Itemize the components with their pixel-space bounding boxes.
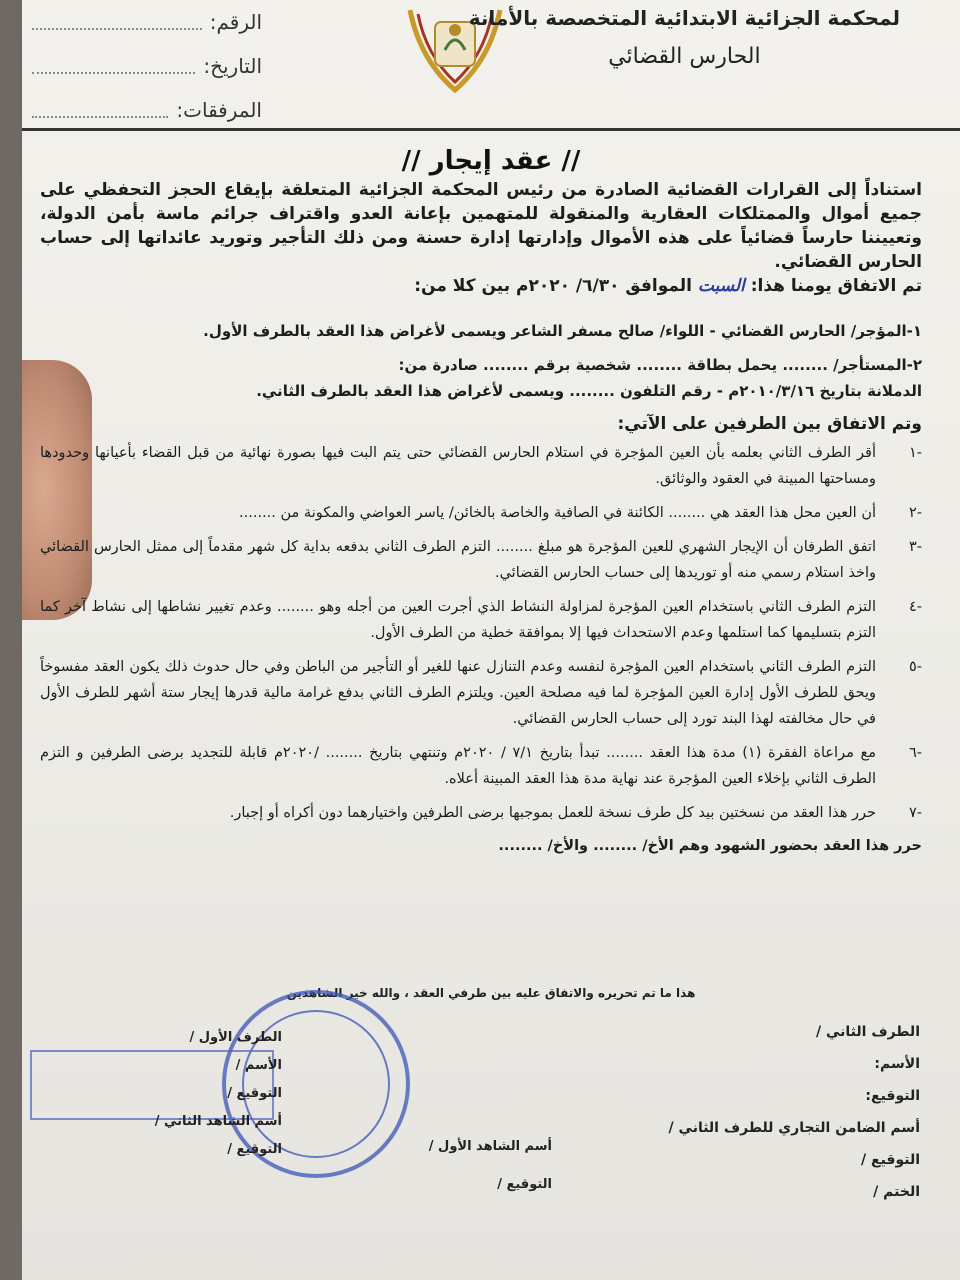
- document-page: [22, 0, 960, 1280]
- guarantor-label: أسم الضامن التجاري للطرف الثاني /: [668, 1120, 920, 1136]
- header-divider: [22, 128, 960, 131]
- clause-item: -٥ التزم الطرف الثاني باستخدام العين المؤجرة لنفسه وعدم التنازل عنها للغير أو التأجير من الباطن وفي حال حدوث ذلك يكون العقد مفسوخاً ويحق للطرف الأول إدارة العين المؤجرة لما فيه مصلحة العين. ويلتزم الطرف الثاني بدفع غرامة مالية قدرها إيجار ستة أشهر للطرف الأول في حال مخالفته لهذا البند تورد إلى حساب الحارس القضائي.: [40, 659, 922, 727]
- party-one-signature-block: [142, 1024, 282, 1164]
- clauses-list: [40, 440, 922, 826]
- party-one-sign-label: التوقيع /: [227, 1086, 282, 1101]
- guarantor-sign-label: التوقيع /: [861, 1152, 920, 1168]
- witness-line: حرر هذا العقد بحضور الشهود وهم الأخ/ ........ والأخ/ ........: [498, 838, 922, 854]
- department-name: الحارس القضائي: [608, 44, 761, 69]
- clause-item: -٧ حرر هذا العقد من نسختين بيد كل طرف نسخة للعمل بموجبها برضى الطرفين واختيارهما دون أكراه أو إجبار.: [229, 805, 922, 821]
- attachments-label: المرفقات:: [176, 98, 262, 122]
- witness1-label: أسم الشاهد الأول /: [428, 1139, 552, 1154]
- party-one-name-label: الأسم /: [235, 1058, 282, 1073]
- party-two-signature-block: [669, 1016, 920, 1208]
- agreement-day: السبت: [697, 276, 745, 296]
- party-one-label: الطرف الأول /: [189, 1030, 282, 1045]
- witness2-label: أسم الشاهد الثاني /: [154, 1114, 282, 1129]
- clause-item: -٣ اتفق الطرفان أن الإيجار الشهري للعين المؤجرة هو مبلغ ........ التزم الطرف الثاني بدفعه بداية كل شهر مقدماً إلى ممثل الحارس القضائي واخذ استلام رسمي منه أو توريدها إلى حساب الحارس القضائي.: [40, 539, 922, 581]
- ref-label: الرقم:: [209, 10, 262, 34]
- party-two-line-2: الدملانة بتاريخ ٢٠١٠/٣/١٦م - رقم التلفون ........ ويسمى لأغراض هذا العقد بالطرف الثاني.: [256, 382, 922, 400]
- agreement-prefix: تم الاتفاق يومنا هذا:: [750, 276, 922, 296]
- party-two-label: الطرف الثاني /: [816, 1024, 920, 1040]
- witness2-sign-label: التوقيع /: [227, 1142, 282, 1157]
- clause-item: -٢ أن العين محل هذا العقد هي ........ الكائنة في الصافية والخاصة بالخائن/ ياسر العواضي والمكونة من ........: [239, 505, 922, 521]
- document-title: // عقد إيجار //: [401, 146, 581, 176]
- date-label: التاريخ:: [203, 54, 262, 78]
- agreement-date: الموافق ٦/٣٠/ ٢٠٢٠م بين كلا من:: [414, 276, 692, 296]
- clause-item: -٤ التزم الطرف الثاني باستخدام العين المؤجرة لمزاولة النشاط الذي أجرت العين من أجله وهو ........ وعدم تغيير نشاطها إلى نشاط آخر كما التزم بتسليمها كما استلمها وعدم الاستحداث فيها إلا بموافقة خطية من الطرف الأول.: [40, 599, 922, 641]
- preamble-text: استناداً إلى القرارات القضائية الصادرة من رئيس المحكمة الجزائية المتعلقة بإيقاع الحجز التحفظي على جميع أموال والممتلكات العقارية والمنقولة للمتهمين بإعانة العدو واقتراف جرائم ماسة بأمن الدولة، وتعييننا حارساً قضائياً على هذه الأموال وإدارتها إدارة حسنة ومن ذلك التأجير وتوريد عائداتها إلى حساب الحارس القضائي.: [40, 180, 922, 272]
- witness-one-block: [352, 1128, 552, 1204]
- agreed-heading: وتم الاتفاق بين الطرفين على الآتي:: [617, 414, 922, 434]
- party-one-line: ١-المؤجر/ الحارس القضائي - اللواء/ صالح مسفر الشاعر ويسمى لأغراض هذا العقد بالطرف الأول.: [203, 322, 922, 340]
- contract-body: [40, 178, 922, 858]
- signature-label: التوقيع:: [865, 1088, 920, 1104]
- party-two-line-1: ٢-المستأجر/ ........ يحمل بطاقة ........ شخصية برقم ........ صادرة من:: [398, 356, 922, 374]
- clause-item: -٦ مع مراعاة الفقرة (١) مدة هذا العقد ........ تبدأ بتاريخ ٧/١ / ٢٠٢٠م وتنتهي بتاريخ ........ /٢٠٢٠م قابلة للتجديد برضى الطرفين و التزم الطرف الثاني بإخلاء العين المؤجرة عند نهاية مدة هذا العقد المبينة أعلاه.: [40, 745, 922, 787]
- date-row: [32, 44, 262, 88]
- header-left-fields: [32, 0, 262, 132]
- seal-label: الختم /: [873, 1184, 920, 1200]
- closing-line: هذا ما تم تحريره والاتفاق عليه بين طرفي العقد ، والله خير الشاهدين: [286, 986, 696, 1000]
- agreement-line: [40, 274, 922, 298]
- attachments-row: [32, 88, 262, 132]
- name-label: الأسم:: [874, 1056, 920, 1072]
- court-name: لمحكمة الجزائية الابتدائية المتخصصة بالأمانة: [468, 6, 900, 30]
- clause-item: -١ أقر الطرف الثاني بعلمه بأن العين المؤجرة في استلام الحارس القضائي حتى يتم البت فيها بصورة نهائية من قبل القضاء بأعيانها وحدودها ومساحتها المبينة في العقود والوثائق.: [40, 445, 922, 487]
- ref-row: [32, 0, 262, 44]
- witness1-sign-label: التوقيع /: [497, 1177, 552, 1192]
- header-court-block: [469, 6, 900, 69]
